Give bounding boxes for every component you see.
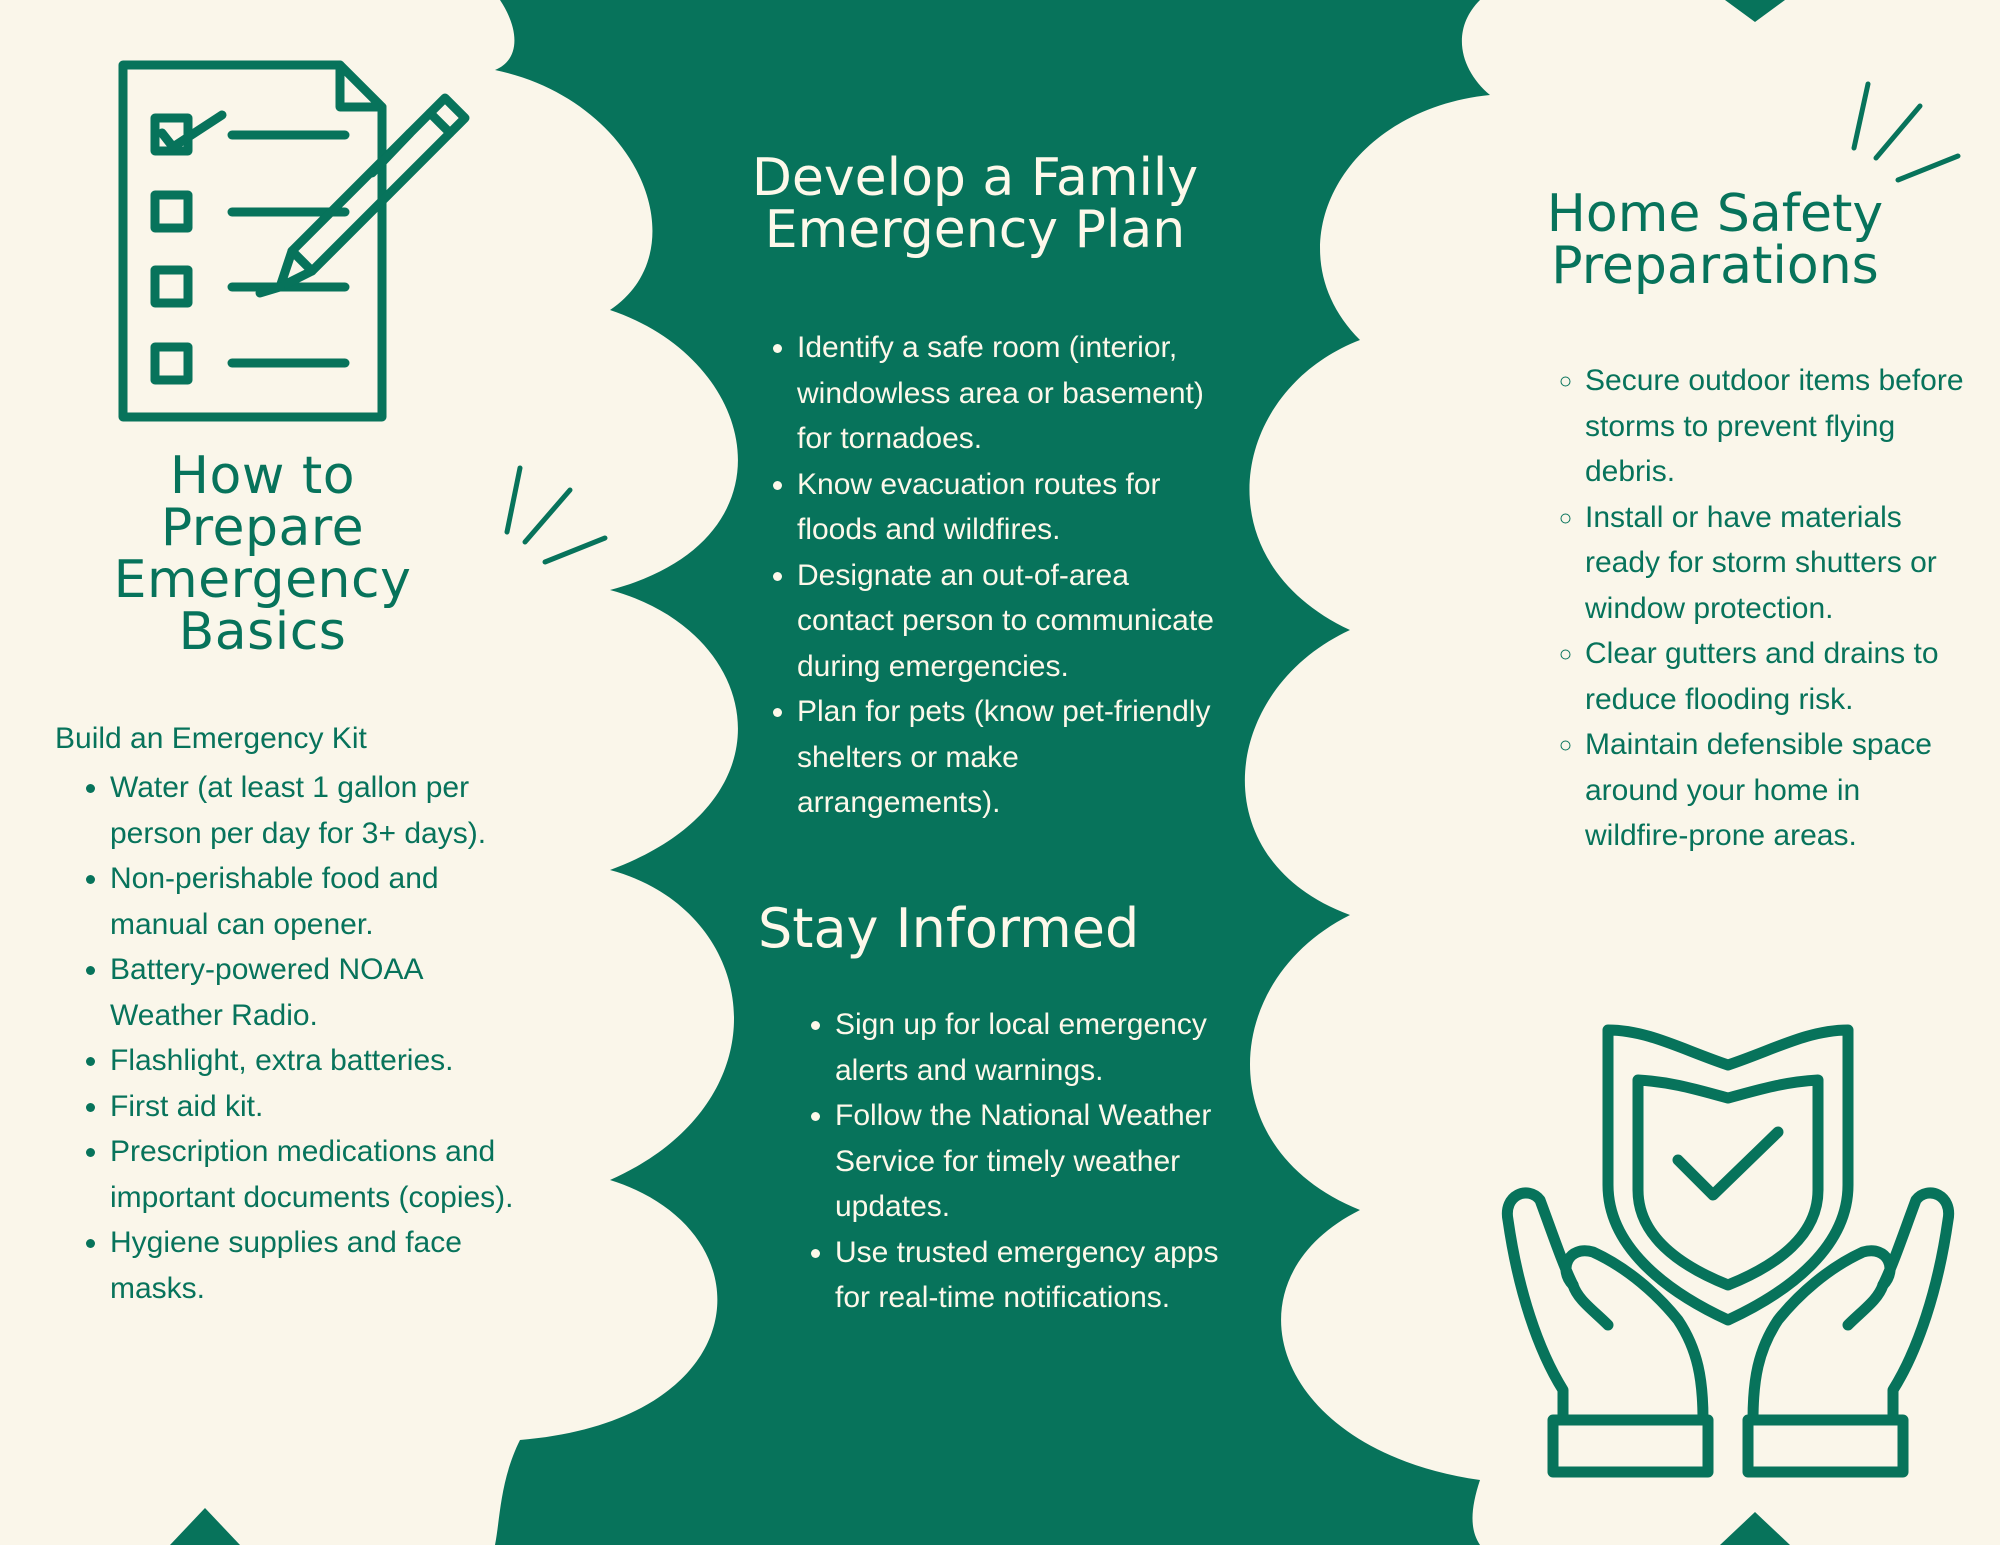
list-item: ◦ Clear gutters and drains to reduce flooding risk. bbox=[1585, 631, 1965, 722]
list-item: • Water (at least 1 gallon per person per day for 3+ days). bbox=[110, 765, 540, 856]
center-panel-title bbox=[740, 148, 1210, 260]
checklist-with-pen-icon bbox=[110, 55, 480, 425]
list-item: • Plan for pets (know pet-friendly shelters or make arrangements). bbox=[797, 689, 1227, 826]
right-title-line: Home Safety bbox=[1546, 184, 1884, 244]
list-item: • First aid kit. bbox=[110, 1084, 540, 1130]
informed-list bbox=[835, 1002, 1235, 1321]
kit-heading: Build an Emergency Kit bbox=[55, 722, 367, 755]
right-panel-title bbox=[1520, 184, 1910, 296]
list-item: ◦ Maintain defensible space around your home in wildfire-prone areas. bbox=[1585, 722, 1965, 859]
list-item: • Designate an out-of-area contact person to communicate during emergencies. bbox=[797, 553, 1227, 690]
left-title-line: Emergency bbox=[113, 550, 412, 610]
sparkle-lines-right-icon bbox=[1840, 78, 1970, 188]
sparkle-lines-left-icon bbox=[495, 460, 615, 570]
list-item: • Battery-powered NOAA Weather Radio. bbox=[110, 947, 540, 1038]
list-item: • Prescription medications and important documents (copies). bbox=[110, 1129, 540, 1220]
left-panel-title bbox=[80, 446, 445, 662]
right-title-line: Preparations bbox=[1551, 236, 1879, 296]
list-item: • Follow the National Weather Service for timely weather updates. bbox=[835, 1093, 1235, 1230]
stay-informed-title: Stay Informed bbox=[758, 897, 1140, 960]
list-item: • Flashlight, extra batteries. bbox=[110, 1038, 540, 1084]
list-item: • Use trusted emergency apps for real-time notifications. bbox=[835, 1230, 1235, 1321]
list-item: • Know evacuation routes for floods and wildfires. bbox=[797, 462, 1227, 553]
list-item: • Sign up for local emergency alerts and warnings. bbox=[835, 1002, 1235, 1093]
center-title-line: Emergency Plan bbox=[764, 200, 1186, 260]
left-title-line: How to bbox=[169, 446, 356, 506]
list-item: • Hygiene supplies and face masks. bbox=[110, 1220, 540, 1311]
list-item: • Identify a safe room (interior, windowless area or basement) for tornadoes. bbox=[797, 325, 1227, 462]
home-list bbox=[1585, 358, 1965, 859]
center-title-line: Develop a Family bbox=[751, 148, 1199, 208]
left-title-line: Basics bbox=[178, 602, 347, 662]
plan-list bbox=[797, 325, 1227, 826]
list-item: ◦ Install or have materials ready for storm shutters or window protection. bbox=[1585, 495, 1965, 632]
left-title-line: Prepare bbox=[160, 498, 365, 558]
shield-in-hands-icon bbox=[1498, 1020, 1958, 1480]
list-item: ◦ Secure outdoor items before storms to prevent flying debris. bbox=[1585, 358, 1965, 495]
list-item: • Non-perishable food and manual can opener. bbox=[110, 856, 540, 947]
kit-list bbox=[110, 765, 540, 1311]
